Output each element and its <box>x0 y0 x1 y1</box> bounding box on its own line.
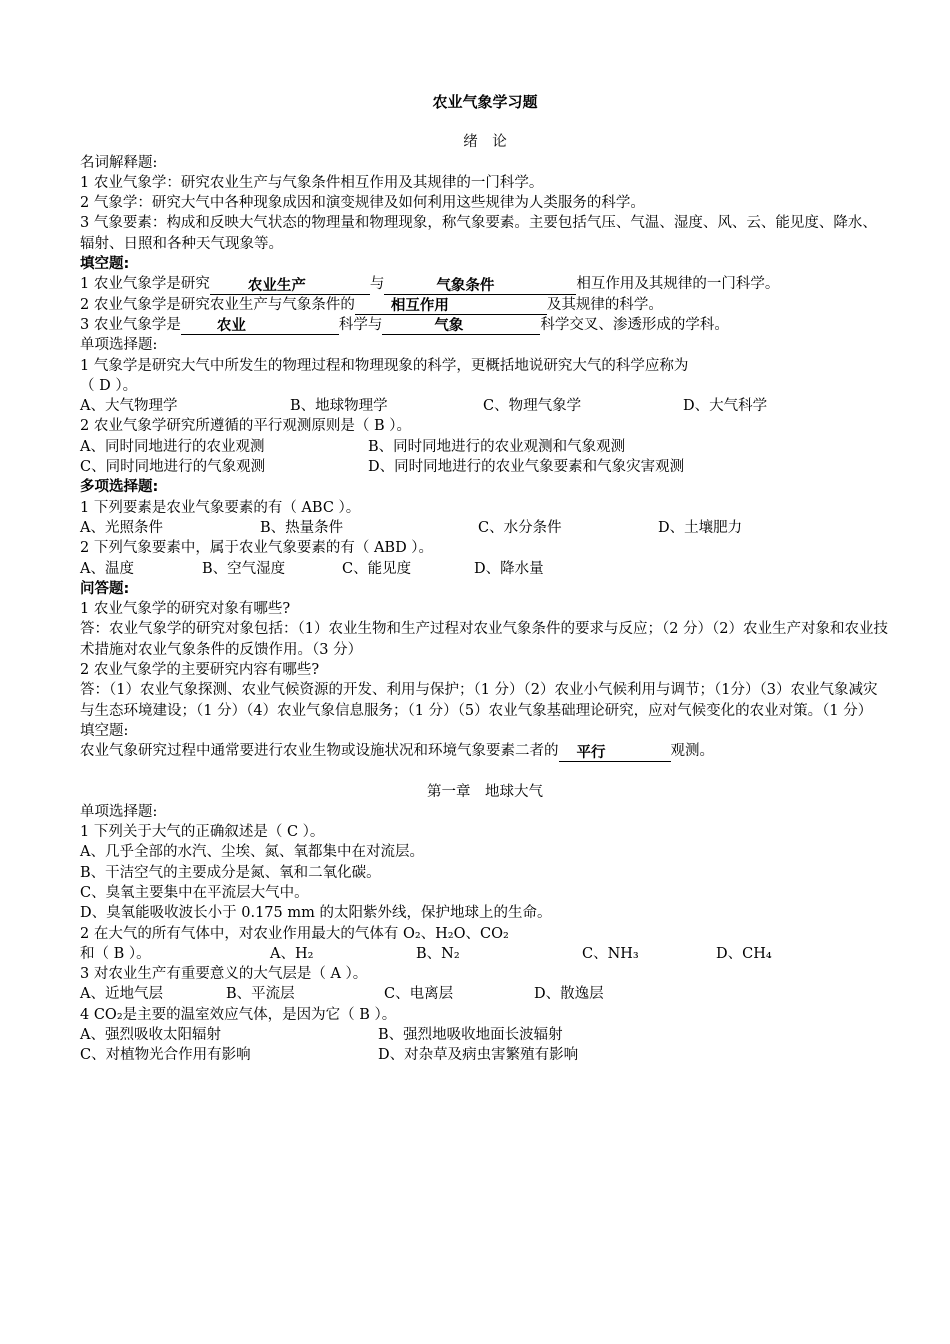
option: C、水分条件 <box>478 519 562 536</box>
answer-text: 答：（1）农业气象探测、农业气候资源的开发、利用与保护；（1 分）（2）农业小气候利用与调节；（1分）（3）农业气象减灾与生态环境建设；（1 分）（4）农业气象信息服务；（1 分）（5）农业气象基础理论研究，应对气候变化的农业对策。（1 分） <box>80 682 878 719</box>
option: A、光照条件 <box>80 519 163 536</box>
option: C、物理气象学 <box>483 398 582 415</box>
option: B、平流层 <box>226 986 295 1003</box>
term-item: 2 气象学：研究大气中各种现象成因和演变规律及如何利用这些规律为人类服务的科学。 <box>80 195 645 212</box>
question-text: 4 CO₂是主要的温室效应气体，是因为它（ B ）。 <box>80 1006 397 1023</box>
question-text: 1 农业气象学的研究对象有哪些? <box>80 601 291 618</box>
option-row <box>80 1025 890 1045</box>
document-title: 农业气象学习题 <box>432 93 538 111</box>
option: D、CH₄ <box>716 945 772 962</box>
option-line: A、几乎全部的水汽、尘埃、氮、氧都集中在对流层。 <box>80 844 424 861</box>
option: B、地球物理学 <box>290 398 388 415</box>
question-text: 3 对农业生产有重要意义的大气层是（ A ）。 <box>80 966 368 983</box>
option-row <box>80 457 890 477</box>
option: A、强烈吸收太阳辐射 <box>80 1027 221 1044</box>
fill2-heading: 填空题: <box>80 722 129 739</box>
option: C、能见度 <box>342 560 412 577</box>
question-text: 2 农业气象学研究所遵循的平行观测原则是（ B ）。 <box>80 418 411 435</box>
fill-text: 农业气象研究过程中通常要进行农业生物或设施状况和环境气象要素二者的 <box>80 743 559 760</box>
multi-heading: 多项选择题: <box>80 479 159 496</box>
option-row <box>80 984 890 1004</box>
question-text: 2 农业气象学的主要研究内容有哪些? <box>80 662 320 679</box>
fill-answer: 平行 <box>559 745 671 762</box>
option-line: D、臭氧能吸收波长小于 0.175 mm 的太阳紫外线，保护地球上的生命。 <box>80 905 552 922</box>
qa-heading: 问答题: <box>80 580 130 597</box>
option: B、同时同地进行的农业观测和气象观测 <box>368 438 626 455</box>
option-line: B、干洁空气的主要成分是氮、氧和二氧化碳。 <box>80 864 381 881</box>
option: A、同时同地进行的农业观测 <box>80 438 265 455</box>
option: A、大气物理学 <box>80 398 178 415</box>
chapter-heading: 第一章 地球大气 <box>427 783 543 800</box>
option: B、强烈地吸收地面长波辐射 <box>378 1027 563 1044</box>
document-page <box>80 92 890 1066</box>
fill-heading: 填空题: <box>80 256 130 273</box>
option: A、温度 <box>80 560 134 577</box>
option: C、对植物光合作用有影响 <box>80 1047 251 1064</box>
single-heading: 单项选择题: <box>80 337 158 354</box>
option-row <box>80 559 890 579</box>
option-row <box>80 944 890 964</box>
question-text: 2 在大气的所有气体中，对农业作用最大的气体有 O₂、H₂O、CO₂ <box>80 925 509 942</box>
fill-answer: 气象条件 <box>384 278 576 295</box>
question-text: 2 下列气象要素中，属于农业气象要素的有（ ABD ）。 <box>80 540 434 557</box>
fill-text: 及其规律的科学。 <box>546 296 663 313</box>
fill-item <box>80 295 890 315</box>
fill-text: 与 <box>369 276 385 293</box>
option: B、空气湿度 <box>202 560 286 577</box>
single-heading: 单项选择题: <box>80 803 158 820</box>
term-item: 3 气象要素：构成和反映大气状态的物理量和物理现象，称气象要素。主要包括气压、气温、湿度、风、云、能见度、降水、辐射、日照和各种天气现象等。 <box>80 215 877 252</box>
option-row <box>80 437 890 457</box>
fill-text: 1 农业气象学是研究 <box>80 276 210 293</box>
option: D、降水量 <box>474 560 544 577</box>
option: B、热量条件 <box>260 519 344 536</box>
fill-answer: 农业生产 <box>210 278 370 295</box>
fill-text: 3 农业气象学是 <box>80 316 181 333</box>
option-line: C、臭氧主要集中在平流层大气中。 <box>80 884 309 901</box>
fill-answer: 气象 <box>382 318 540 335</box>
intro-heading: 绪 论 <box>463 134 507 151</box>
question-text: 1 下列关于大气的正确叙述是（ C ）。 <box>80 824 325 841</box>
option: A、近地气层 <box>80 986 163 1003</box>
option: D、大气科学 <box>683 398 768 415</box>
option: A、H₂ <box>270 945 314 962</box>
fill-item <box>80 741 890 761</box>
question-text: 1 下列要素是农业气象要素的有（ ABC ）。 <box>80 499 361 516</box>
fill-item <box>80 315 890 335</box>
option: D、同时同地进行的农业气象要素和气象灾害观测 <box>368 459 685 476</box>
fill-text: 科学交叉、渗透形成的学科。 <box>540 316 729 333</box>
option: D、对杂草及病虫害繁殖有影响 <box>378 1047 579 1064</box>
fill-text: 2 农业气象学是研究农业生产与气象条件的 <box>80 296 355 313</box>
option: D、散逸层 <box>534 986 604 1003</box>
fill-answer: 农业 <box>181 318 339 335</box>
fill-text: 观测。 <box>670 743 714 760</box>
option-row <box>80 396 890 416</box>
fill-text: 科学与 <box>338 316 383 333</box>
question-text: 1 气象学是研究大气中所发生的物理过程和物理现象的科学，更概括地说研究大气的科学应称为 <box>80 357 689 374</box>
option: C、电离层 <box>384 986 454 1003</box>
question-answer: 和（ B ）。 <box>80 945 151 962</box>
fill-item <box>80 274 890 294</box>
option-row <box>80 1045 890 1065</box>
option-row <box>80 518 890 538</box>
option: B、N₂ <box>416 945 460 962</box>
question-answer: （ D ）。 <box>80 377 138 394</box>
option: D、土壤肥力 <box>658 519 743 536</box>
fill-text: 相互作用及其规律的一门科学。 <box>576 276 780 293</box>
term-item: 1 农业气象学：研究农业生产与气象条件相互作用及其规律的一门科学。 <box>80 174 544 191</box>
answer-text: 答：农业气象学的研究对象包括：（1）农业生物和生产过程对农业气象条件的要求与反应；（2 分）（2）农业生产对象和农业技术措施对农业气象条件的反馈作用。（3 分） <box>80 621 889 658</box>
option: C、NH₃ <box>582 945 639 962</box>
terms-heading: 名词解释题: <box>80 154 158 171</box>
option: C、同时同地进行的气象观测 <box>80 459 266 476</box>
fill-answer: 相互作用 <box>355 298 547 315</box>
